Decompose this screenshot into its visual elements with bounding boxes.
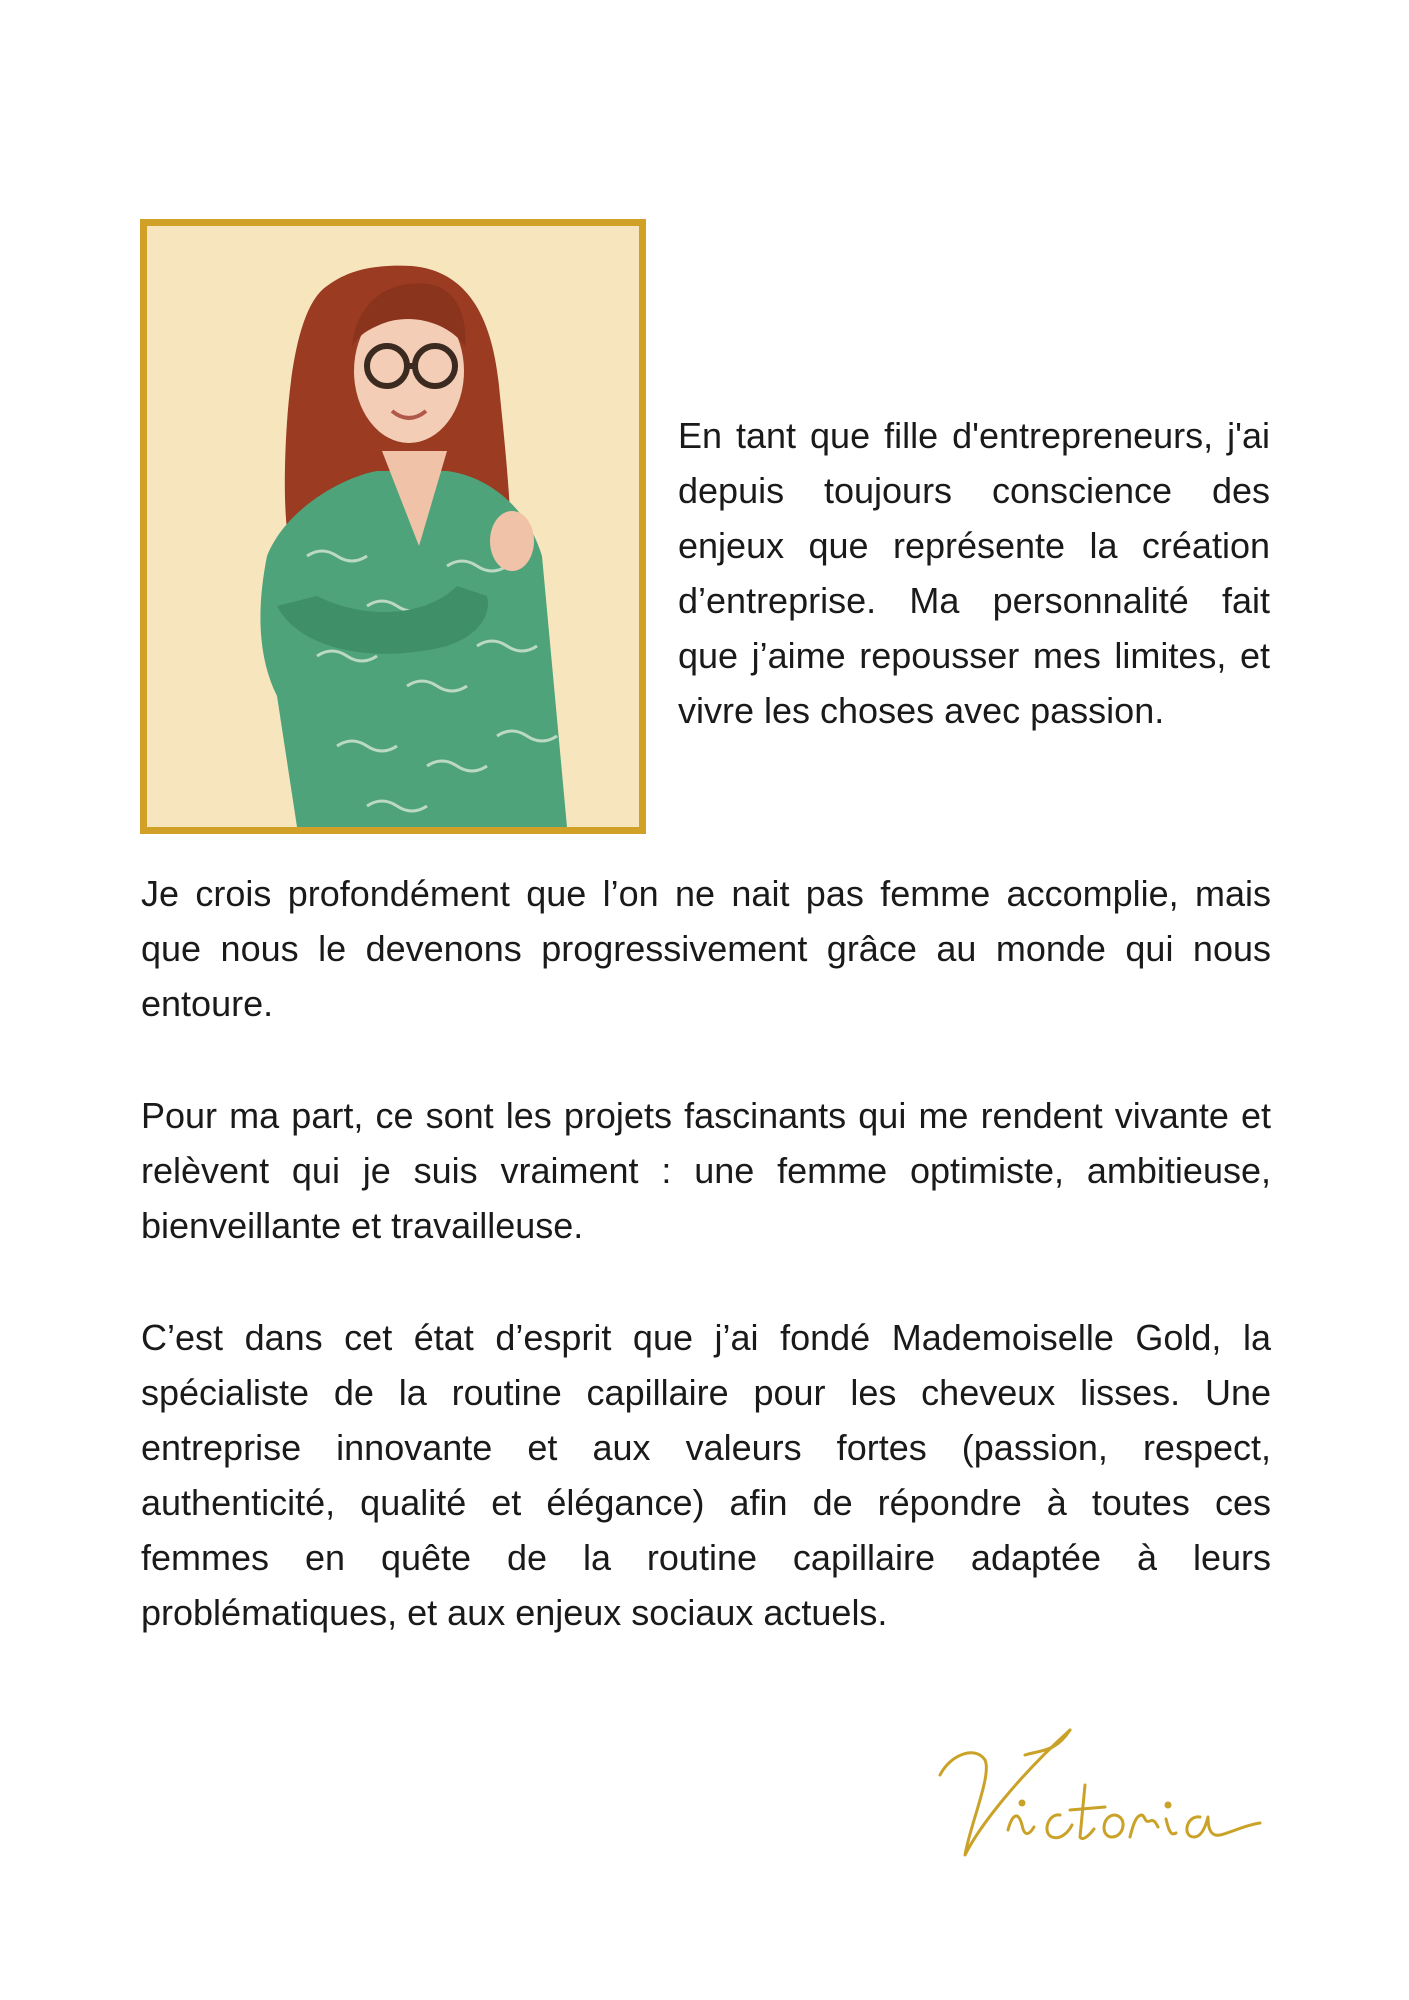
signature-victoria bbox=[930, 1715, 1270, 1875]
paragraph-company: C’est dans cet état d’esprit que j’ai fondé Mademoiselle Gold, la spécialiste de la routine capillaire pour les cheveux lisses. Une entreprise innovante et aux valeurs fortes (passion, respect, authenticité, qualité et élégance) afin de répondre à toutes ces femmes en quête de la routine capillaire adaptée à leurs problématiques, et aux enjeux sociaux actuels. bbox=[141, 1317, 1271, 1633]
portrait-photo bbox=[140, 219, 646, 834]
portrait-illustration bbox=[147, 226, 639, 827]
paragraph-belief: Je crois profondément que l’on ne nait pas femme accomplie, mais que nous le devenons progressivement grâce au monde qui nous entoure. bbox=[141, 873, 1271, 1024]
intro-text: En tant que fille d'entrepreneurs, j'ai depuis toujours conscience des enjeux que représente la création d’entreprise. Ma personnalité fait que j’aime repousser mes limites, et vivre les choses avec passion. bbox=[678, 415, 1270, 731]
handwritten-signature-icon bbox=[930, 1715, 1270, 1875]
paragraph-projects: Pour ma part, ce sont les projets fascinants qui me rendent vivante et relèvent qui je suis vraiment : une femme optimiste, ambitieuse, bienveillante et travailleuse. bbox=[141, 1095, 1271, 1246]
